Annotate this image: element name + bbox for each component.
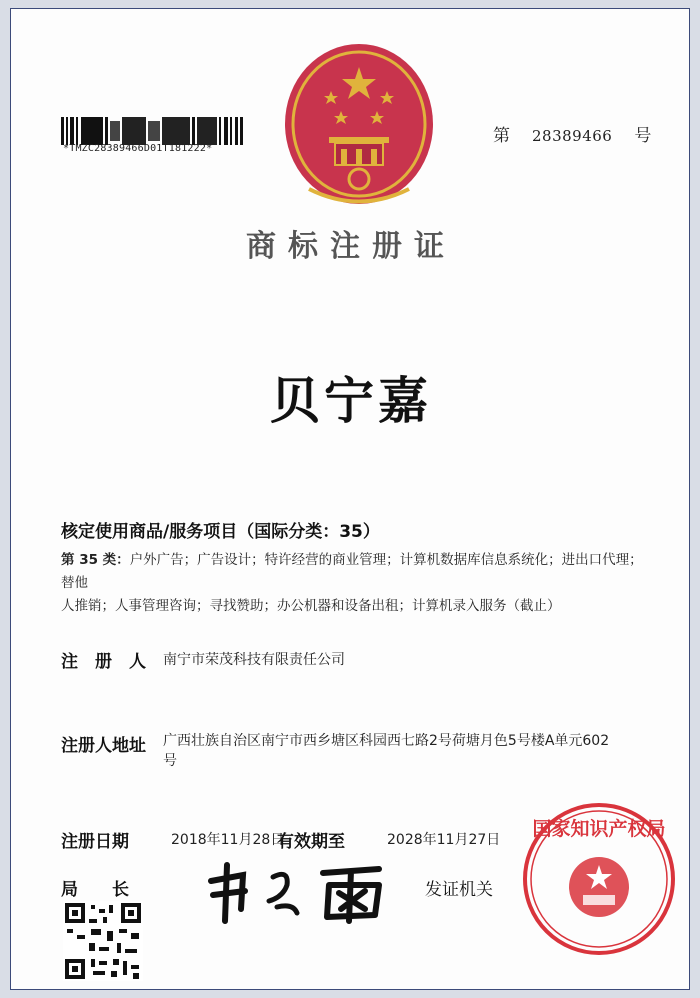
trademark-name: 贝宁嘉 — [270, 371, 432, 430]
registration-number — [493, 121, 651, 146]
valid-until-label: 有效期至 — [277, 832, 345, 852]
services-heading: 核定使用商品/服务项目（国际分类：35） — [61, 522, 380, 542]
address-label: 注册人地址 — [61, 736, 146, 756]
certificate-title: 商标注册证 — [246, 229, 456, 264]
valid-until-value: 2028年11月27日 — [387, 832, 501, 848]
registration-date-value: 2018年11月28日 — [171, 832, 285, 848]
qr-code-icon — [63, 901, 143, 981]
registrant-value: 南宁市荣茂科技有限责任公司 — [163, 652, 345, 668]
registration-number-value: 28389466 — [532, 127, 613, 145]
certificate-page — [10, 8, 690, 990]
barcode-text: *TMZC28389466D01T181222* — [63, 143, 213, 154]
director-signature-icon — [203, 847, 413, 927]
address-value — [163, 731, 663, 771]
registration-suffix: 号 — [634, 126, 652, 146]
director-label: 局 长 — [61, 880, 129, 900]
national-emblem-icon — [279, 39, 439, 209]
registrant-label: 注 册 人 — [61, 652, 146, 672]
services-list — [61, 549, 651, 618]
services-class-label: 第 35 类： — [61, 552, 130, 568]
registration-prefix: 第 — [493, 126, 510, 146]
official-seal-icon — [519, 799, 679, 959]
services-line-1: 户外广告；广告设计；特许经营的商业管理；计算机数据库信息系统化；进出口代理；替他 — [61, 552, 643, 591]
address-line-2: 号 — [163, 753, 177, 769]
services-line-2: 人推销；人事管理咨询；寻找赞助；办公机器和设备出租；计算机录入服务（截止） — [61, 598, 561, 614]
address-line-1: 广西壮族自治区南宁市西乡塘区科园西七路2号荷塘月色5号楼A单元602 — [163, 733, 610, 749]
barcode-icon — [61, 117, 243, 145]
registration-date-label: 注册日期 — [61, 832, 129, 852]
seal-text: 国家知识产权局 — [532, 818, 666, 840]
issuing-authority-label: 发证机关 — [425, 880, 493, 900]
